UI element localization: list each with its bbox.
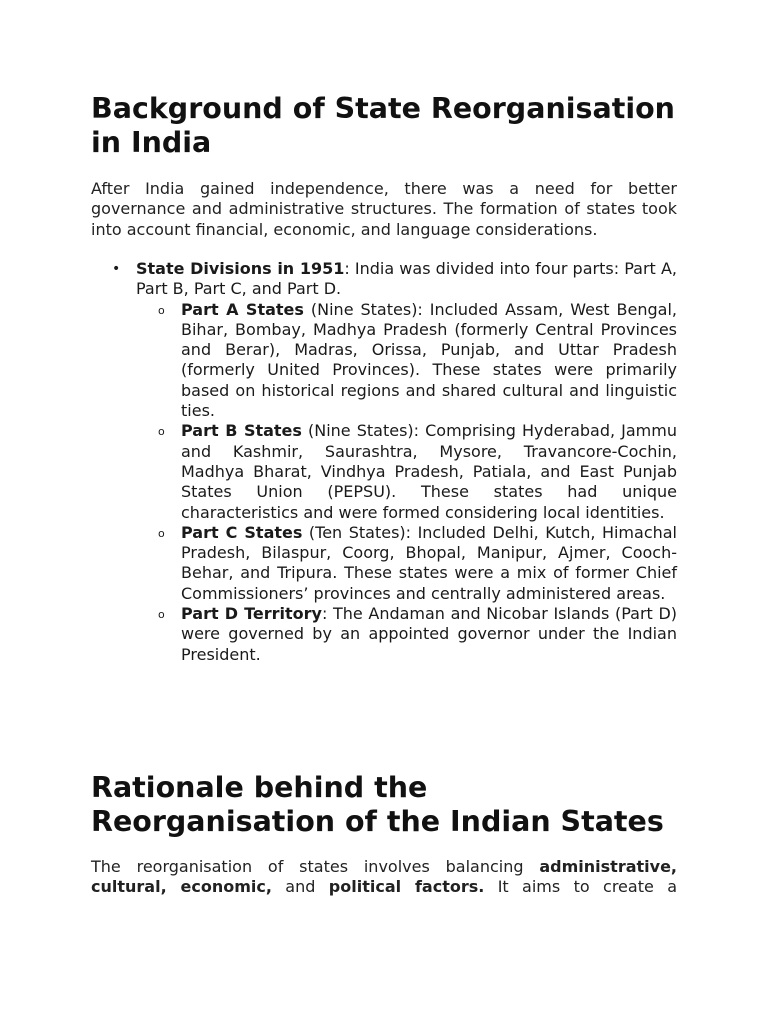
part-b-label: Part B States <box>181 421 302 441</box>
part-a-text: (Nine States): Included Assam, West Bengal, Bihar, Bombay, Madhya Pradesh (formerly Central Provinces and Berar), Madras, Orissa, Punjab, and Uttar Pradesh (formerly United Provinces). These states were primarily based on historical regions and shared cultural and linguistic ties. <box>181 299 677 421</box>
rationale-intro-end: It aims to create a <box>484 877 677 897</box>
list-item-part-d <box>136 604 677 665</box>
part-c-text: (Ten States): Included Delhi, Kutch, Himachal Pradesh, Bilaspur, Coorg, Bhopal, Manipur, Ajmer, Cooch-Behar, and Tripura. These states were a mix of former Chief Commissioners’ provinces and centrally administered areas. <box>181 522 677 603</box>
state-divisions-list <box>91 259 677 665</box>
circle-bullet-icon: o <box>158 608 165 622</box>
part-d-label: Part D Territory <box>181 604 322 624</box>
bullet-icon: • <box>112 261 121 277</box>
list-item-part-c <box>136 523 677 604</box>
intro-paragraph: After India gained independence, there was a need for better governance and administrative structures. The formation of states took into account financial, economic, and language considerations. <box>91 179 677 239</box>
part-a-label: Part A States <box>181 299 304 319</box>
rationale-intro-start: The reorganisation of states involves balancing <box>91 857 540 876</box>
rationale-and: and <box>271 877 329 897</box>
part-b-text: (Nine States): Comprising Hyderabad, Jammu and Kashmir, Saurashtra, Mysore, Travancore-Cochin, Madhya Bharat, Vindhya Pradesh, Patiala, and East Punjab States Union (PEPSU). These states had unique characteristics and were formed considering local identities. <box>181 421 677 522</box>
bullet-text: : India was divided into four parts: Part A, Part B, Part C, and Part D. <box>136 259 678 299</box>
rationale-bold-factors-1: administrative, cultural, economic, <box>91 857 677 897</box>
section-title-background: Background of State Reorganisation in India <box>91 92 675 159</box>
rationale-bold-factors-2: political factors. <box>328 877 485 897</box>
section-title-rationale: Rationale behind the Reorganisation of the Indian States <box>91 771 664 838</box>
list-item-state-divisions <box>91 259 677 665</box>
list-item-part-a <box>136 300 677 422</box>
part-d-text: : The Andaman and Nicobar Islands (Part D) were governed by an appointed governor under the Indian President. <box>181 604 677 664</box>
circle-bullet-icon: o <box>158 526 165 540</box>
part-c-label: Part C States <box>181 522 303 542</box>
circle-bullet-icon: o <box>158 425 165 439</box>
parts-sublist <box>136 300 677 665</box>
circle-bullet-icon: o <box>158 303 165 317</box>
rationale-paragraph <box>91 857 677 898</box>
bullet-label: State Divisions in 1951 <box>136 259 345 278</box>
list-item-part-b <box>136 421 677 522</box>
